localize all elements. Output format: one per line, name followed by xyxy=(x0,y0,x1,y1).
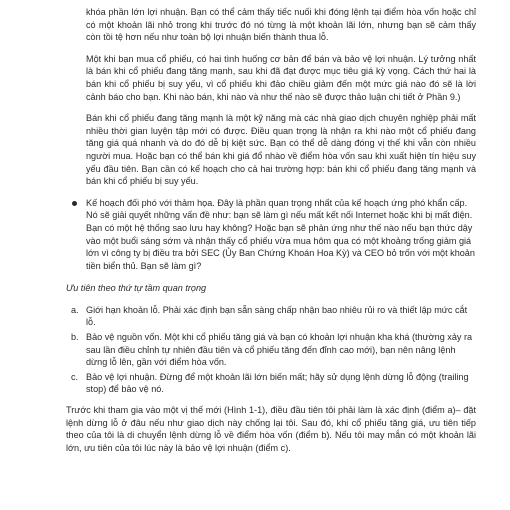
priority-marker: b. xyxy=(71,332,79,343)
priority-item-c xyxy=(66,371,476,396)
bullet-list xyxy=(66,197,476,273)
priority-heading: Ưu tiên theo thứ tự tầm quan trọng xyxy=(66,283,207,294)
bullet-item-disaster-plan xyxy=(66,197,476,273)
priority-marker: a. xyxy=(71,304,79,315)
bullet-text: Kế hoạch đối phó với thảm họa. Đây là phần quan trọng nhất của kế hoạch ứng phó khẩn cấp. Nó sẽ giải quyết những vấn đề như: bạn sẽ làm gì nếu mất kết nối Internet hoặc khi bị mất điện. Bạn có một hệ thống sao lưu hay không? Hoặc bạn sẽ phản ứng như thế nào nếu bạn thức dậy vào một buổi sáng sớm và nhận thấy cổ phiếu vừa mua hôm qua có một khoảng trống giảm giá lớn vì công ty bị điều tra bởi SEC (Ủy Ban Chứng Khoán Hoa Kỳ) và CEO bỏ trốn với một khoản tiền biển thủ. Bạn sẽ làm gì? xyxy=(86,197,475,271)
priority-text: Bảo vệ nguồn vốn. Một khi cổ phiếu tăng giá và bạn có khoản lợi nhuận kha khá (thường xảy ra sau lần điều chỉnh tự nhiên đầu tiên và cổ phiếu tăng đến đỉnh cao mới), bạn nên nâng lệnh dừng lỗ lên, gần với điểm hòa vốn. xyxy=(86,332,473,368)
paragraph-selling-strength: Bán khi cổ phiếu đang tăng mạnh là một kỹ năng mà các nhà giao dịch chuyên nghiệp phải mất nhiều thời gian luyện tập mới có được. Điều quan trọng là nhận ra khi nào một cổ phiếu đang tăng giá quá nhanh và do đó dễ bị kiệt sức. Bạn có thể dễ dàng đóng vị thế khi vẫn còn nhiều người mua. Hoặc bạn có thể bán khi giá đổ nhào về điểm hòa vốn sau khi xuất hiện tín hiệu suy yếu đầu tiên. Bạn cần có kế hoạch cho cả hai trường hợp: bán khi cổ phiếu đang tăng mạnh và bán khi cổ phiếu bị suy yếu. xyxy=(86,113,476,187)
priority-text: Giới hạn khoản lỗ. Phải xác định bạn sẵn sàng chấp nhận bao nhiêu rủi ro và thiết lập mức cắt lỗ. xyxy=(86,304,468,328)
paragraph-continuation: khóa phần lớn lợi nhuận. Bạn có thể cảm thấy tiếc nuối khi đóng lệnh tại điểm hòa vốn hoặc chỉ có một khoản lãi nhỏ trong khi trước đó nó từng là một khoản lãi lớn, nhưng bạn sẽ cảm thấy còn tồi tệ hơn nếu như toàn bộ lợi nhuận biến thành thua lỗ. xyxy=(86,7,476,43)
paragraph-new-position: Trước khi tham gia vào một vị thế mới (Hình 1-1), điều đầu tiên tôi phải làm là xác định (điểm a)– đặt lệnh dừng lỗ ở đâu nếu như giao dịch này chống lại tôi. Sau đó, khi cổ phiếu tăng giá, ưu tiên tiếp theo của tôi là di chuyển lệnh dừng lỗ về điểm hòa vốn (điểm b). Nếu tôi may mắn có một khoản lãi lớn, ưu tiên của tôi lúc này là bảo vệ lợi nhuận (điểm c). xyxy=(66,405,476,453)
priority-text: Bảo vệ lợi nhuận. Đừng để một khoản lãi lớn biến mất; hãy sử dụng lệnh dừng lỗ động (trailing stop) để bảo vệ nó. xyxy=(86,371,469,395)
bullet-dot-icon xyxy=(72,201,77,206)
priority-item-b xyxy=(66,331,476,369)
priority-marker: c. xyxy=(71,371,79,382)
priority-item-a xyxy=(66,304,476,329)
priority-list xyxy=(66,304,476,396)
paragraph-selling-scenarios: Một khi bạn mua cổ phiếu, có hai tình huống cơ bản để bán và bảo vệ lợi nhuận. Lý tưởng nhất là bán khi cổ phiếu đang tăng mạnh, sau khi đã đạt được mục tiêu giá kỳ vọng. Cách thứ hai là bán khi cổ phiếu bị suy yếu, vì cổ phiếu khi đảo chiều giảm đến một mức giá nào đó sẽ là lời cảnh báo cho bạn. Khi nào bán, khi nào và như thế nào sẽ được thảo luận chi tiết ở Phần 9.) xyxy=(86,53,476,102)
